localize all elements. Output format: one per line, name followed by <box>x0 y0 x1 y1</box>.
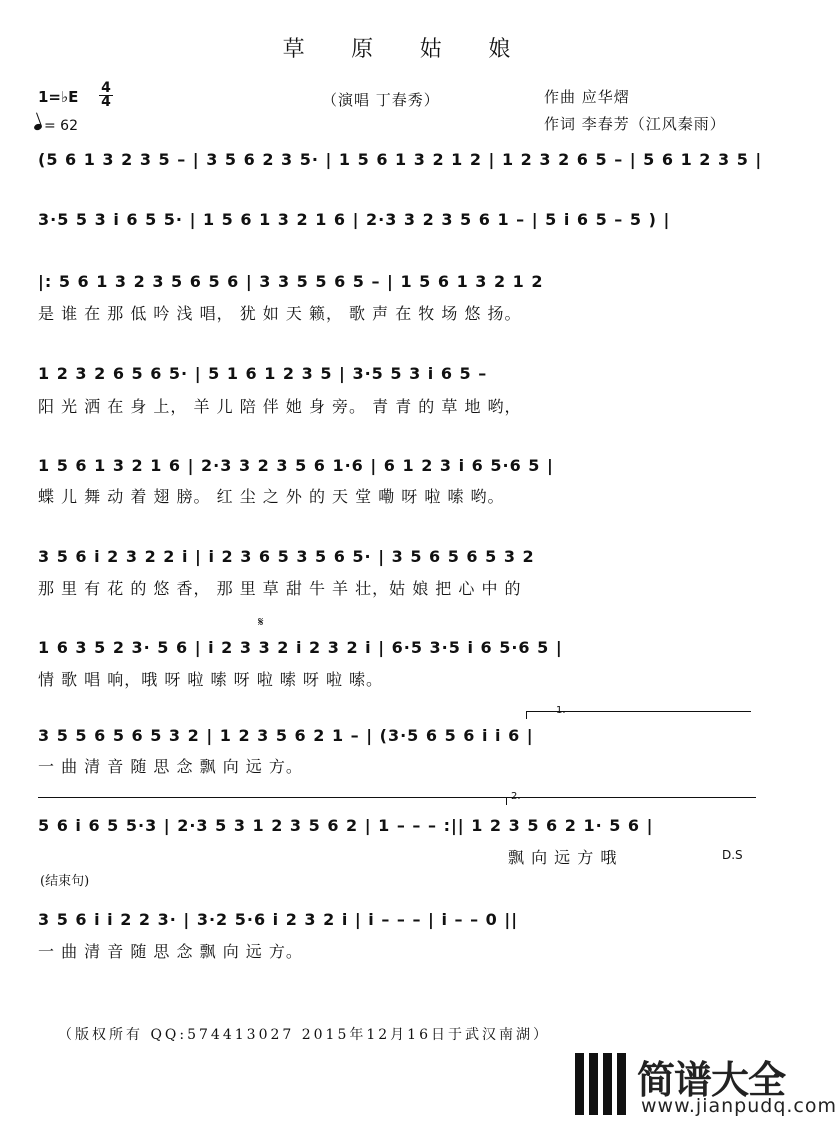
lyric-line-5: 蝶 儿 舞 动 着 翅 膀。 红 尘 之 外 的 天 堂 嘞 呀 啦 嗦 哟。 <box>38 487 505 506</box>
notation-line-7: 1 6 3 5 2 3· 5 6 | i 2 3 3 2 i 2 3 2 i | 6·5 3·5 i 6 5·6 5 | <box>38 638 563 657</box>
time-signature-bottom: 4 <box>101 94 111 110</box>
notation-line-2: 3·5 5 3 i 6 5 5· | 1 5 6 1 3 2 1 6 | 2·3 3 2 3 5 6 1 – | 5 i 6 5 – 5 ) | <box>38 210 671 229</box>
composer-credit: 作曲 应华熠 <box>544 88 630 106</box>
site-logo <box>571 1051 837 1119</box>
piano-keys-icon <box>571 1053 633 1115</box>
notation-line-8: 3 5 5 6 5 6 5 3 2 | 1 2 3 5 6 2 1 – | (3·5 6 5 6 i i 6 | <box>38 726 534 745</box>
second-ending-tick <box>506 797 507 805</box>
copyright-notice: （版权所有 QQ:574413027 2015年12月16日于武汉南湖） <box>58 1027 550 1043</box>
lyric-line-7: 情 歌 唱 响，哦 呀 啦 嗦 呀 啦 嗦 呀 啦 嗦。 <box>38 670 384 689</box>
notation-line-6: 3 5 6 i 2 3 2 2 i | i 2 3 6 5 3 5 6 5· | 3 5 6 5 6 5 3 2 <box>38 547 535 566</box>
notation-line-5: 1 5 6 1 3 2 1 6 | 2·3 3 2 3 5 6 1·6 | 6 1 2 3 i 6 5·6 5 | <box>38 456 554 475</box>
second-ending-bracket <box>506 797 751 798</box>
lyric-line-4: 阳 光 洒 在 身 上， 羊 儿 陪 伴 她 身 旁。 青 青 的 草 地 哟， <box>38 397 522 416</box>
tempo-value: = 62 <box>44 118 78 134</box>
notation-line-3: |: 5 6 1 3 2 3 5 6 5 6 | 3 3 5 5 6 5 – | 1 5 6 1 3 2 1 2 <box>38 272 544 291</box>
lyricist-credit: 作词 李春芳（江风秦雨） <box>544 115 726 133</box>
first-ending-number: 1. <box>556 705 566 716</box>
lyric-line-8: 一 曲 清 音 随 思 念 飘 向 远 方。 <box>38 757 303 776</box>
tempo-marking <box>34 118 78 134</box>
time-signature <box>98 82 114 109</box>
notation-line-10: 3 5 6 i i 2 2 3· | 3·2 5·6 i 2 3 2 i | i – – – | i – – 0 || <box>38 910 519 929</box>
performer-credit: （演唱 丁春秀） <box>322 91 440 109</box>
segno-sign: 𝄋 <box>258 615 264 630</box>
first-ending-tick <box>526 711 527 719</box>
lyric-line-3: 是 谁 在 那 低 吟 浅 唱， 犹 如 天 籁， 歌 声 在 牧 场 悠 扬。 <box>38 304 522 323</box>
lyric-line-10: 一 曲 清 音 随 思 念 飘 向 远 方。 <box>38 942 303 961</box>
notation-line-9: 5 6 i 6 5 5·3 | 2·3 5 3 1 2 3 5 6 2 | 1 – – – :|| 1 2 3 5 6 2 1· 5 6 | <box>38 816 654 835</box>
notation-line-1: (5 6 1 3 2 3 5 – | 3 5 6 2 3 5· | 1 5 6 1 3 2 1 2 | 1 2 3 2 6 5 – | 5 6 1 2 3 5 | <box>38 150 763 169</box>
lyric-line-6: 那 里 有 花 的 悠 香， 那 里 草 甜 牛 羊 壮，姑 娘 把 心 中 的 <box>38 579 522 598</box>
dal-segno-marking: D.S <box>722 848 743 862</box>
ending-phrase-label: (结束句) <box>40 874 90 889</box>
quarter-note-icon <box>33 123 43 131</box>
key-signature: 1=♭E <box>38 88 79 106</box>
lyric-line-9: 飘 向 远 方 哦 <box>508 848 618 867</box>
logo-brand: 简谱大全 <box>637 1058 786 1102</box>
notation-line-4: 1 2 3 2 6 5 6 5· | 5 1 6 1 2 3 5 | 3·5 5 3 i 6 5 – <box>38 364 488 383</box>
time-signature-top: 4 <box>101 80 111 96</box>
song-title: 草 原 姑 娘 <box>282 37 531 62</box>
second-ending-number: 2. <box>511 791 521 802</box>
logo-site: www.jianpudq.com <box>641 1095 837 1117</box>
